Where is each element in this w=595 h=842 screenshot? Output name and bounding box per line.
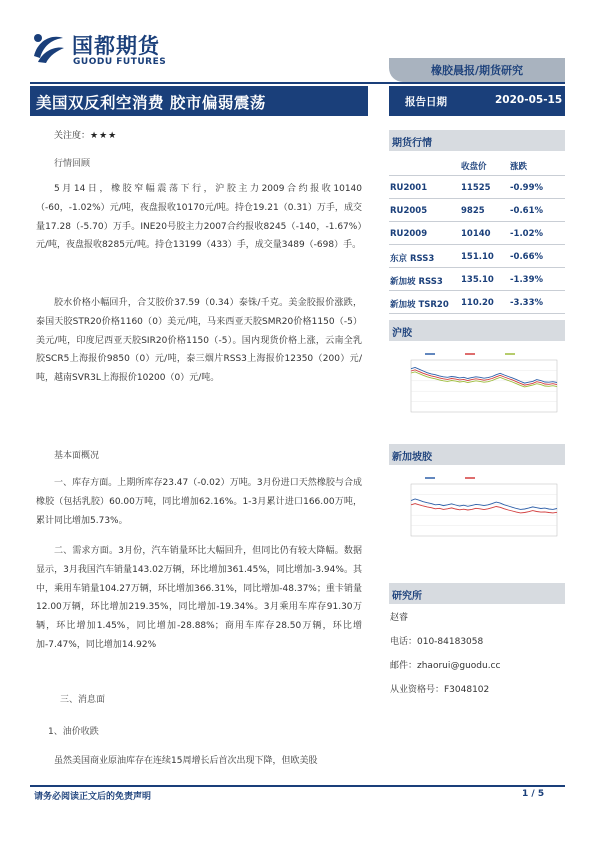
review-paragraph-1: 5月14日，橡胶窄幅震荡下行，沪胶主力2009合约报收10140（-60，-1.02%）元/吨，夜盘报收10170元/吨。持仓19.21（0.31）万手，成交量17.28（-5.70）万手。INE20号胶主力2007合约报收8245（-140，-1.67%）元/吨，夜盘报收8285元/吨。持仓13199（433）手，成交量3489（-698）手。 bbox=[36, 184, 362, 251]
research-institute-header bbox=[389, 583, 565, 604]
report-category: 橡胶晨报/期货研究 bbox=[431, 64, 524, 77]
shfe-rubber-chart-header bbox=[389, 320, 565, 341]
price-change: -3.33% bbox=[510, 298, 544, 308]
report-date-label: 报告日期 bbox=[405, 96, 447, 108]
report-date: 2020-05-15 bbox=[495, 94, 563, 106]
footer-divider bbox=[30, 785, 565, 787]
review-paragraph-2: 胶水价格小幅回升，合艾胶价37.59（0.34）泰铢/千克。美金胶报价涨跌，泰国天胶STR20价格1160（0）美元/吨，马来西亚天胶SMR20价格1150（-5）美元/吨，印度尼西亚天胶SIR20价格1150（-5）。国内现货价格上涨，云南全乳胶SCR5上海报价9850（0）元/吨，泰三烟片RSS3上海报价12350（200）元/吨，越南SVR3L上海报价10200（0）元/吨。 bbox=[36, 298, 362, 384]
guodu-logo-icon bbox=[30, 30, 66, 66]
report-title: 美国双反利空消费 胶市偏弱震荡 bbox=[36, 94, 266, 112]
fundamentals-paragraph-2: 二、需求方面。3月份，汽车销量环比大幅回升，但同比仍有较大降幅。数据显示，3月我国汽车销量143.02万辆，环比增加361.45%，同比增加-3.94%。其中，乘用车销量104.27万辆，环比增加366.31%，同比增加-48.37%；重卡销量12.00万辆，环比增加219.35%，同比增加-19.34%。3月乘用车库存91.30万辆，环比增加1.45%，同比增加-28.88%；商用车库存28.50万辆，环比增加-7.47%，同比增加14.92% bbox=[36, 546, 362, 650]
table-row bbox=[389, 246, 565, 268]
title-band bbox=[30, 86, 368, 116]
col-close-price: 收盘价 bbox=[461, 162, 487, 172]
news-paragraph: 虽然美国商业原油库存在连续15周增长后首次出现下降，但欧美股 bbox=[54, 756, 318, 766]
table-row bbox=[389, 292, 565, 314]
price-change: -0.99% bbox=[510, 183, 544, 193]
table-row bbox=[389, 177, 565, 199]
table-row bbox=[389, 223, 565, 245]
section-market-review: 行情回顾 bbox=[54, 159, 91, 169]
contract-name: 新加坡 RSS3 bbox=[390, 277, 443, 287]
analyst-phone: 电话：010-84183058 bbox=[390, 637, 484, 647]
page-number: 1 / 5 bbox=[522, 789, 545, 799]
fundamentals-paragraph-1: 一、库存方面。上期所库存23.47（-0.02）万吨。3月份进口天然橡胶与合成橡胶（包括乳胶）60.00万吨，同比增加62.16%。1-3月累计进口166.00万吨，累计同比增加5.73%。 bbox=[36, 478, 362, 526]
analyst-license: 从业资格号：F3048102 bbox=[390, 685, 490, 695]
report-category-tab bbox=[389, 58, 565, 82]
close-price: 9825 bbox=[461, 206, 485, 216]
price-change: -0.66% bbox=[510, 252, 544, 262]
attention-label: 关注度： bbox=[54, 131, 91, 141]
guodu-logo bbox=[30, 28, 190, 72]
close-price: 110.20 bbox=[461, 298, 494, 308]
attention-stars: ★★★ bbox=[90, 131, 118, 141]
news-item-oil: 1、油价收跌 bbox=[48, 727, 99, 737]
logo-chinese-name: 国都期货 bbox=[72, 34, 160, 58]
singapore-rubber-chart-title: 新加坡胶 bbox=[392, 452, 432, 463]
section-news: 三、消息面 bbox=[60, 695, 106, 705]
research-institute-title: 研究所 bbox=[392, 591, 422, 602]
quotes-header-row bbox=[389, 154, 565, 176]
table-row bbox=[389, 200, 565, 222]
price-change: -0.61% bbox=[510, 206, 544, 216]
analyst-name: 赵睿 bbox=[390, 613, 409, 623]
singapore-rubber-chart bbox=[395, 472, 561, 556]
singapore-rubber-chart-header bbox=[389, 444, 565, 465]
section-fundamentals: 基本面概况 bbox=[54, 451, 100, 461]
table-row bbox=[389, 269, 565, 291]
shfe-rubber-chart-title: 沪胶 bbox=[392, 328, 412, 339]
close-price: 10140 bbox=[461, 229, 491, 239]
contract-name: RU2009 bbox=[390, 229, 428, 239]
chart-frame bbox=[411, 360, 557, 412]
disclaimer-note: 请务必阅读正文后的免责声明 bbox=[34, 792, 152, 802]
col-change: 涨跌 bbox=[510, 162, 528, 172]
contract-name: RU2005 bbox=[390, 206, 428, 216]
analyst-email: 邮件：zhaorui@guodu.cc bbox=[390, 661, 501, 671]
contract-name: 东京 RSS3 bbox=[390, 254, 435, 264]
report-date-band bbox=[389, 86, 565, 116]
contract-name: 新加坡 TSR20 bbox=[390, 300, 449, 310]
futures-quotes-header bbox=[389, 130, 565, 151]
price-change: -1.39% bbox=[510, 275, 544, 285]
close-price: 135.10 bbox=[461, 275, 494, 285]
logo-english-name: GUODU FUTURES bbox=[73, 57, 167, 67]
futures-quotes-title: 期货行情 bbox=[392, 138, 432, 149]
series-line-2 bbox=[411, 370, 557, 385]
close-price: 11525 bbox=[461, 183, 491, 193]
shfe-rubber-chart bbox=[395, 348, 561, 432]
attention-level bbox=[54, 128, 117, 141]
header-divider bbox=[30, 82, 565, 84]
contract-name: RU2001 bbox=[390, 183, 428, 193]
close-price: 151.10 bbox=[461, 252, 494, 262]
price-change: -1.02% bbox=[510, 229, 544, 239]
